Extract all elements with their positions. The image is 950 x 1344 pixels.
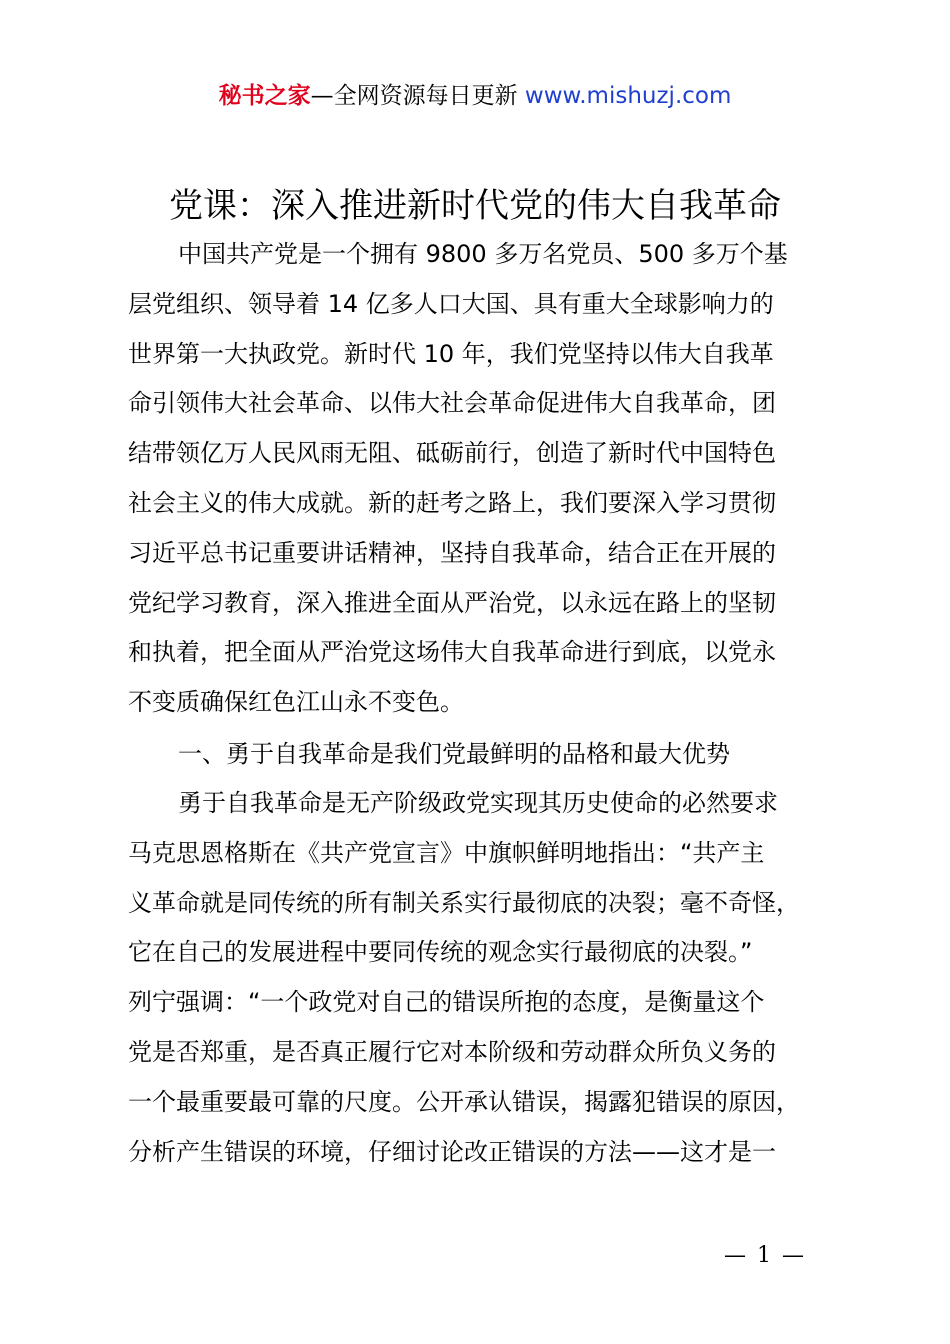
paragraph-line: 习近平总书记重要讲话精神，坚持自我革命，结合正在开展的 <box>128 538 776 567</box>
section-heading <box>128 730 840 780</box>
paragraph-line: 分析产生错误的环境，仔细讨论改正错误的方法——这才是一 <box>128 1137 776 1166</box>
paragraph-line: 一个最重要最可靠的尺度。公开承认错误，揭露犯错误的原因， <box>128 1087 800 1116</box>
paragraph-line: 党是否郑重，是否真正履行它对本阶级和劳动群众所负义务的 <box>128 1037 776 1066</box>
paragraph-line: 世界第一大执政党。新时代 10 年，我们党坚持以伟大自我革 <box>128 339 774 368</box>
site-tagline: —全网资源每日更新 <box>310 83 525 109</box>
paragraph-line: 列宁强调：“一个政党对自己的错误所抱的态度，是衡量这个 <box>128 988 765 1017</box>
paragraph-line: 层党组织、领导着 14 亿多人口大国、具有重大全球影响力的 <box>128 289 774 318</box>
site-brand: 秘书之家 <box>218 83 311 109</box>
paragraph-line: 它在自己的发展进程中要同传统的观念实行最彻底的决裂。” <box>128 938 753 967</box>
paragraph-line: 命引领伟大社会革命、以伟大社会革命促进伟大自我革命，团 <box>128 389 776 418</box>
site-url-link[interactable]: www.mishuzj.com <box>524 83 732 109</box>
paragraph-line: 社会主义的伟大成就。新的赶考之路上，我们要深入学习贯彻 <box>128 488 776 517</box>
paragraph-line: 义革命就是同传统的所有制关系实行最彻底的决裂；毫不奇怪， <box>128 888 800 917</box>
paragraph-line: 结带领亿万人民风雨无阻、砥砺前行，创造了新时代中国特色 <box>128 439 776 468</box>
paragraph-line: 勇于自我革命是无产阶级政党实现其历史使命的必然要求 <box>178 789 778 817</box>
paragraph-line: 不变质确保红色江山永不变色。 <box>128 688 464 717</box>
paragraph-line: 中国共产党是一个拥有 9800 多万名党员、500 多万个基 <box>178 240 788 268</box>
paragraph-line: 马克思恩格斯在《共产党宣言》中旗帜鲜明地指出：“共产主 <box>128 838 765 867</box>
paragraph-line: 党纪学习教育，深入推进全面从严治党，以永远在路上的坚韧 <box>128 588 776 617</box>
document-title: 党课：深入推进新时代党的伟大自我革命 <box>169 186 781 226</box>
section-heading-text: 一、勇于自我革命是我们党最鲜明的品格和最大优势 <box>178 740 730 768</box>
site-header <box>0 80 950 112</box>
paragraph-section-one <box>128 779 840 1177</box>
page-number: — 1 — <box>724 1243 806 1268</box>
paragraph-line: 和执着，把全面从严治党这场伟大自我革命进行到底，以党永 <box>128 638 776 667</box>
paragraph-intro <box>128 230 840 728</box>
